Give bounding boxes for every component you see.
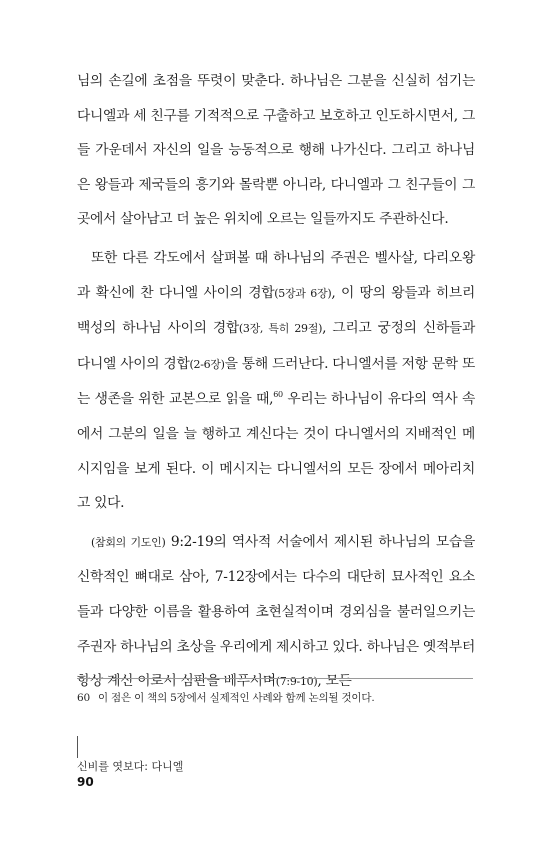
paragraph-3-aside: (참회의 기도인) bbox=[91, 535, 166, 549]
paragraph-3-reference: (7:9-10) bbox=[275, 675, 318, 689]
footnote bbox=[77, 690, 477, 706]
paragraph-2-text-b: , 이 땅의 왕들과 히브리 백성의 하나님 사이의 경합 bbox=[77, 284, 475, 337]
footnote-divider bbox=[77, 678, 473, 679]
page-body bbox=[77, 64, 475, 700]
paragraph-2-reference-c: (2-6장) bbox=[189, 357, 225, 371]
paragraph-2-text-a: 또한 다른 각도에서 살펴볼 때 하나님의 주권은 벨사살, 다리오왕과 확신에 찬 다니엘 사이의 경합 bbox=[77, 249, 475, 301]
footnote-text: 이 점은 이 책의 5장에서 실제적인 사례와 함께 논의될 것이다. bbox=[97, 692, 375, 704]
paragraph-3 bbox=[77, 525, 475, 700]
footer-divider bbox=[77, 736, 78, 758]
page-number: 90 bbox=[77, 775, 94, 789]
paragraph-3-text-a: 9:2-19의 역사적 서술에서 제시된 하나님의 모습을 신학적인 뼈대로 삼아, 7-12장에서는 다수의 대단히 묘사적인 요소들과 다양한 이름을 활용하여 초현실적이며 경외심을 불러일으키는 주권자 하나님의 초상을 우리에게 제시하고 있다. 하나님은 옛적부터 항상 계신 이로서 심판을 베푸시며 bbox=[77, 533, 475, 690]
paragraph-3-text-b: , 모든 bbox=[317, 673, 352, 690]
running-footer-title: 신비를 엿보다: 다니엘 bbox=[77, 760, 184, 773]
paragraph-2-reference-b: (3장, 특히 29절) bbox=[238, 322, 323, 336]
paragraph-1 bbox=[77, 64, 475, 237]
paragraph-2-text-e: 우리는 하나님이 유다의 역사 속에서 그분의 일을 늘 행하고 계신다는 것이 다니엘서의 지배적인 메시지임을 보게 된다. 이 메시지는 다니엘서의 모든 장에서 메아리치고 있다. bbox=[77, 391, 475, 512]
paragraph-1-text: 님의 손길에 초점을 뚜렷이 맞춘다. 하나님은 그분을 신실히 섬기는 다니엘과 세 친구를 기적적으로 구출하고 보호하고 인도하시면서, 그들 가운데서 자신의 일을 능동적으로 행해 나가신다. 그리고 하나님은 왕들과 제국들의 흥기와 몰락뿐 아니라, 다니엘과 그 친구들이 그곳에서 살아남고 더 높은 위치에 오르는 일들까지도 주관하신다. bbox=[77, 73, 475, 228]
footnote-marker[interactable]: 60 bbox=[273, 390, 283, 400]
paragraph-2 bbox=[77, 241, 475, 521]
paragraph-2-reference-a: (5장과 6장) bbox=[274, 286, 332, 300]
paragraph-2-text-c: , 그리고 궁정의 신하들과 다니엘 사이의 경합 bbox=[77, 320, 475, 372]
paragraph-2-text-d: 을 통해 드러난다. 다니엘서를 저항 문학 또는 생존을 위한 교본으로 읽을 때, bbox=[77, 355, 475, 408]
footnote-number: 60 bbox=[77, 692, 90, 704]
